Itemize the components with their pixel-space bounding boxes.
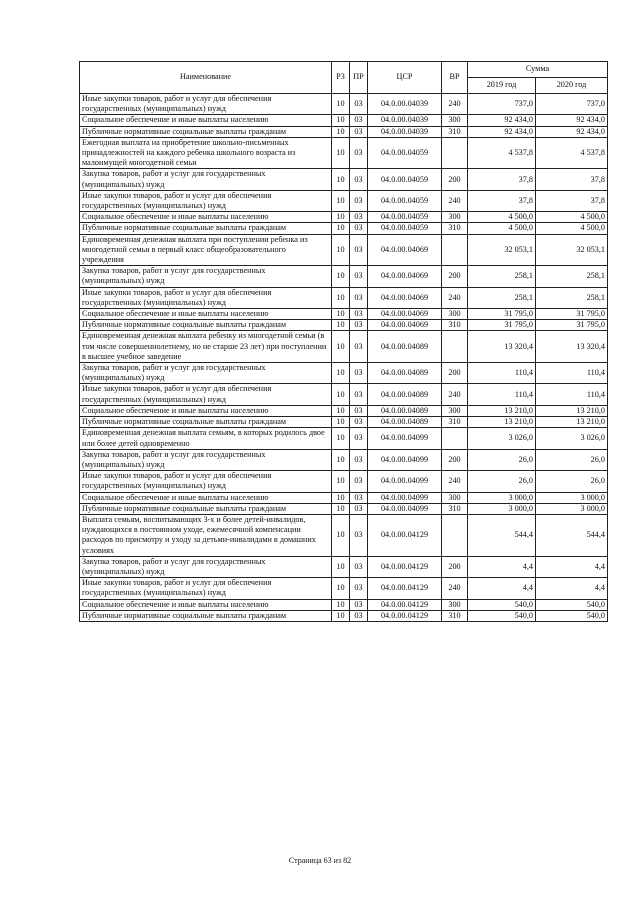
table-row [80,287,608,308]
cell-pr: 03 [350,471,368,492]
cell-vr [442,137,468,169]
table-row [80,405,608,416]
cell-name: Закупка товаров, работ и услуг для государственных (муниципальных) нужд [80,449,332,470]
cell-vr: 300 [442,492,468,503]
cell-rz: 10 [332,449,350,470]
cell-2019: 31 795,0 [468,320,536,331]
cell-2019: 540,0 [468,599,536,610]
cell-vr: 310 [442,223,468,234]
cell-csr: 04.0.00.04039 [368,126,442,137]
cell-2019: 3 000,0 [468,503,536,514]
cell-vr: 240 [442,384,468,405]
cell-name: Публичные нормативные социальные выплаты гражданам [80,223,332,234]
cell-2020: 258,1 [536,287,608,308]
cell-2020: 13 210,0 [536,405,608,416]
cell-2019: 110,4 [468,363,536,384]
cell-csr: 04.0.00.04039 [368,94,442,115]
table-row [80,428,608,449]
table-row [80,610,608,621]
table-row [80,363,608,384]
cell-name: Социальное обеспечение и иные выплаты населению [80,599,332,610]
table-row [80,492,608,503]
cell-vr: 200 [442,449,468,470]
cell-2020: 4,4 [536,578,608,599]
cell-2019: 13 320,4 [468,331,536,363]
cell-2019: 540,0 [468,610,536,621]
header-rz: РЗ [332,62,350,94]
cell-2020: 37,8 [536,190,608,211]
cell-2019: 4,4 [468,578,536,599]
cell-rz: 10 [332,514,350,556]
cell-pr: 03 [350,266,368,287]
cell-vr: 310 [442,610,468,621]
cell-rz: 10 [332,266,350,287]
cell-rz: 10 [332,363,350,384]
cell-rz: 10 [332,309,350,320]
cell-rz: 10 [332,503,350,514]
table-header-row [80,62,608,78]
cell-rz: 10 [332,126,350,137]
cell-csr: 04.0.00.04099 [368,492,442,503]
cell-2019: 13 210,0 [468,405,536,416]
cell-csr: 04.0.00.04129 [368,514,442,556]
cell-2019: 258,1 [468,266,536,287]
cell-2020: 31 795,0 [536,320,608,331]
cell-vr [442,428,468,449]
cell-name: Закупка товаров, работ и услуг для государственных (муниципальных) нужд [80,266,332,287]
cell-csr: 04.0.00.04129 [368,599,442,610]
cell-name: Публичные нормативные социальные выплаты гражданам [80,610,332,621]
cell-vr: 300 [442,212,468,223]
cell-csr: 04.0.00.04089 [368,363,442,384]
cell-csr: 04.0.00.04069 [368,309,442,320]
cell-rz: 10 [332,428,350,449]
table-row [80,514,608,556]
cell-2019: 37,8 [468,169,536,190]
cell-rz: 10 [332,599,350,610]
cell-vr: 310 [442,126,468,137]
cell-rz: 10 [332,320,350,331]
cell-pr: 03 [350,405,368,416]
table-row [80,503,608,514]
cell-vr: 240 [442,287,468,308]
cell-2020: 37,8 [536,169,608,190]
table-body [80,94,608,622]
cell-2019: 26,0 [468,449,536,470]
table-row [80,190,608,211]
cell-2019: 32 053,1 [468,234,536,266]
cell-2019: 737,0 [468,94,536,115]
cell-vr: 200 [442,169,468,190]
header-year-2020: 2020 год [536,78,608,94]
cell-rz: 10 [332,234,350,266]
cell-rz: 10 [332,137,350,169]
cell-2019: 4 500,0 [468,223,536,234]
cell-2020: 3 000,0 [536,503,608,514]
cell-2019: 37,8 [468,190,536,211]
cell-rz: 10 [332,287,350,308]
header-pr: ПР [350,62,368,94]
cell-vr: 240 [442,471,468,492]
cell-csr: 04.0.00.04059 [368,212,442,223]
cell-2020: 92 434,0 [536,126,608,137]
cell-2019: 3 026,0 [468,428,536,449]
table-row [80,94,608,115]
cell-csr: 04.0.00.04089 [368,405,442,416]
cell-vr: 240 [442,94,468,115]
cell-csr: 04.0.00.04059 [368,137,442,169]
cell-2019: 4 537,8 [468,137,536,169]
table-row [80,471,608,492]
cell-name: Публичные нормативные социальные выплаты гражданам [80,126,332,137]
cell-pr: 03 [350,309,368,320]
table-row [80,126,608,137]
cell-csr: 04.0.00.04069 [368,320,442,331]
table-row [80,556,608,577]
cell-2020: 110,4 [536,384,608,405]
cell-name: Единовременная денежная выплата семьям, в которых родилось двое или более детей одновременно [80,428,332,449]
cell-pr: 03 [350,212,368,223]
cell-2020: 258,1 [536,266,608,287]
cell-2019: 31 795,0 [468,309,536,320]
cell-pr: 03 [350,610,368,621]
cell-csr: 04.0.00.04099 [368,449,442,470]
cell-2019: 92 434,0 [468,115,536,126]
cell-2020: 4 500,0 [536,212,608,223]
cell-pr: 03 [350,331,368,363]
cell-rz: 10 [332,190,350,211]
cell-rz: 10 [332,384,350,405]
cell-vr: 310 [442,503,468,514]
cell-vr: 310 [442,320,468,331]
cell-2020: 92 434,0 [536,115,608,126]
cell-rz: 10 [332,417,350,428]
cell-csr: 04.0.00.04089 [368,417,442,428]
cell-2019: 26,0 [468,471,536,492]
cell-vr: 200 [442,266,468,287]
cell-name: Закупка товаров, работ и услуг для государственных (муниципальных) нужд [80,363,332,384]
cell-2019: 92 434,0 [468,126,536,137]
cell-csr: 04.0.00.04069 [368,287,442,308]
header-vr: ВР [442,62,468,94]
table-row [80,599,608,610]
cell-rz: 10 [332,578,350,599]
header-csr: ЦСР [368,62,442,94]
cell-2020: 4 500,0 [536,223,608,234]
cell-2020: 4,4 [536,556,608,577]
cell-pr: 03 [350,514,368,556]
cell-csr: 04.0.00.04039 [368,115,442,126]
table-row [80,115,608,126]
cell-pr: 03 [350,115,368,126]
cell-pr: 03 [350,556,368,577]
cell-pr: 03 [350,190,368,211]
cell-pr: 03 [350,449,368,470]
cell-name: Социальное обеспечение и иные выплаты населению [80,309,332,320]
table-row [80,449,608,470]
table-row [80,384,608,405]
cell-2020: 544,4 [536,514,608,556]
cell-pr: 03 [350,126,368,137]
cell-rz: 10 [332,331,350,363]
cell-rz: 10 [332,94,350,115]
header-name: Наименование [80,62,332,94]
cell-2020: 737,0 [536,94,608,115]
cell-name: Социальное обеспечение и иные выплаты населению [80,405,332,416]
cell-name: Закупка товаров, работ и услуг для государственных (муниципальных) нужд [80,169,332,190]
cell-2020: 31 795,0 [536,309,608,320]
cell-2019: 110,4 [468,384,536,405]
table-row [80,234,608,266]
cell-2020: 13 210,0 [536,417,608,428]
cell-csr: 04.0.00.04099 [368,428,442,449]
cell-vr: 240 [442,190,468,211]
cell-pr: 03 [350,428,368,449]
cell-csr: 04.0.00.04059 [368,169,442,190]
cell-2019: 258,1 [468,287,536,308]
cell-2020: 26,0 [536,471,608,492]
cell-csr: 04.0.00.04089 [368,384,442,405]
cell-csr: 04.0.00.04129 [368,578,442,599]
cell-vr [442,514,468,556]
cell-name: Закупка товаров, работ и услуг для государственных (муниципальных) нужд [80,556,332,577]
cell-2020: 26,0 [536,449,608,470]
cell-name: Иные закупки товаров, работ и услуг для обеспечения государственных (муниципальных) нужд [80,578,332,599]
cell-pr: 03 [350,599,368,610]
cell-pr: 03 [350,287,368,308]
cell-pr: 03 [350,94,368,115]
table-row [80,169,608,190]
table-row [80,266,608,287]
cell-rz: 10 [332,610,350,621]
cell-csr: 04.0.00.04069 [368,266,442,287]
cell-2019: 4,4 [468,556,536,577]
cell-pr: 03 [350,384,368,405]
header-year-2019: 2019 год [468,78,536,94]
table-row [80,320,608,331]
cell-name: Социальное обеспечение и иные выплаты населению [80,212,332,223]
cell-2019: 3 000,0 [468,492,536,503]
budget-table [79,61,608,622]
cell-pr: 03 [350,137,368,169]
cell-2020: 540,0 [536,599,608,610]
cell-rz: 10 [332,492,350,503]
cell-rz: 10 [332,471,350,492]
cell-name: Иные закупки товаров, работ и услуг для обеспечения государственных (муниципальных) нужд [80,471,332,492]
cell-name: Публичные нормативные социальные выплаты гражданам [80,503,332,514]
cell-rz: 10 [332,223,350,234]
cell-csr: 04.0.00.04129 [368,556,442,577]
cell-2019: 13 210,0 [468,417,536,428]
cell-vr: 200 [442,363,468,384]
table-row [80,578,608,599]
cell-pr: 03 [350,417,368,428]
cell-name: Публичные нормативные социальные выплаты гражданам [80,320,332,331]
cell-name: Иные закупки товаров, работ и услуг для обеспечения государственных (муниципальных) нужд [80,287,332,308]
cell-pr: 03 [350,492,368,503]
cell-pr: 03 [350,320,368,331]
cell-2020: 32 053,1 [536,234,608,266]
cell-pr: 03 [350,578,368,599]
cell-2019: 544,4 [468,514,536,556]
cell-vr: 200 [442,556,468,577]
cell-name: Публичные нормативные социальные выплаты гражданам [80,417,332,428]
cell-vr: 300 [442,405,468,416]
cell-2020: 13 320,4 [536,331,608,363]
cell-pr: 03 [350,503,368,514]
cell-rz: 10 [332,212,350,223]
cell-csr: 04.0.00.04059 [368,190,442,211]
cell-2020: 110,4 [536,363,608,384]
cell-rz: 10 [332,115,350,126]
cell-name: Единовременная денежная выплата при поступлении ребенка из многодетной семьи в первый класс общеобразовательного учреждения [80,234,332,266]
cell-name: Выплата семьям, воспитывающих 3-х и более детей-инвалидов, нуждающихся в постоянном уходе, ежемесячной компенсации расходов по присмотру и уходу за детьми-инвалидами в домашних условиях [80,514,332,556]
cell-vr [442,331,468,363]
cell-name: Иные закупки товаров, работ и услуг для обеспечения государственных (муниципальных) нужд [80,190,332,211]
cell-csr: 04.0.00.04099 [368,503,442,514]
cell-csr: 04.0.00.04069 [368,234,442,266]
cell-2019: 4 500,0 [468,212,536,223]
cell-name: Единовременная денежная выплата ребенку из многодетной семьи (в том числе совершеннолетнему, но не старше 23 лет) при поступлении в высшее учебное заведение [80,331,332,363]
cell-pr: 03 [350,169,368,190]
cell-name: Иные закупки товаров, работ и услуг для обеспечения государственных (муниципальных) нужд [80,94,332,115]
cell-vr: 300 [442,115,468,126]
cell-rz: 10 [332,405,350,416]
cell-csr: 04.0.00.04129 [368,610,442,621]
cell-rz: 10 [332,169,350,190]
cell-pr: 03 [350,223,368,234]
cell-name: Социальное обеспечение и иные выплаты населению [80,115,332,126]
table-row [80,331,608,363]
cell-rz: 10 [332,556,350,577]
cell-vr [442,234,468,266]
cell-2020: 3 000,0 [536,492,608,503]
cell-2020: 3 026,0 [536,428,608,449]
cell-name: Ежегодная выплата на приобретение школьно-письменных принадлежностей на каждого ребенка школьного возраста из малоимущей многодетной семьи [80,137,332,169]
table-row [80,417,608,428]
cell-name: Социальное обеспечение и иные выплаты населению [80,492,332,503]
cell-name: Иные закупки товаров, работ и услуг для обеспечения государственных (муниципальных) нужд [80,384,332,405]
table-row [80,137,608,169]
table-row [80,309,608,320]
table-row [80,212,608,223]
cell-pr: 03 [350,363,368,384]
cell-csr: 04.0.00.04099 [368,471,442,492]
cell-2020: 4 537,8 [536,137,608,169]
cell-pr: 03 [350,234,368,266]
table-row [80,223,608,234]
cell-vr: 300 [442,599,468,610]
cell-csr: 04.0.00.04089 [368,331,442,363]
page-number: Страница 63 из 82 [288,856,352,865]
cell-2020: 540,0 [536,610,608,621]
cell-vr: 310 [442,417,468,428]
cell-vr: 300 [442,309,468,320]
header-sum: Сумма [468,62,608,78]
cell-vr: 240 [442,578,468,599]
cell-csr: 04.0.00.04059 [368,223,442,234]
